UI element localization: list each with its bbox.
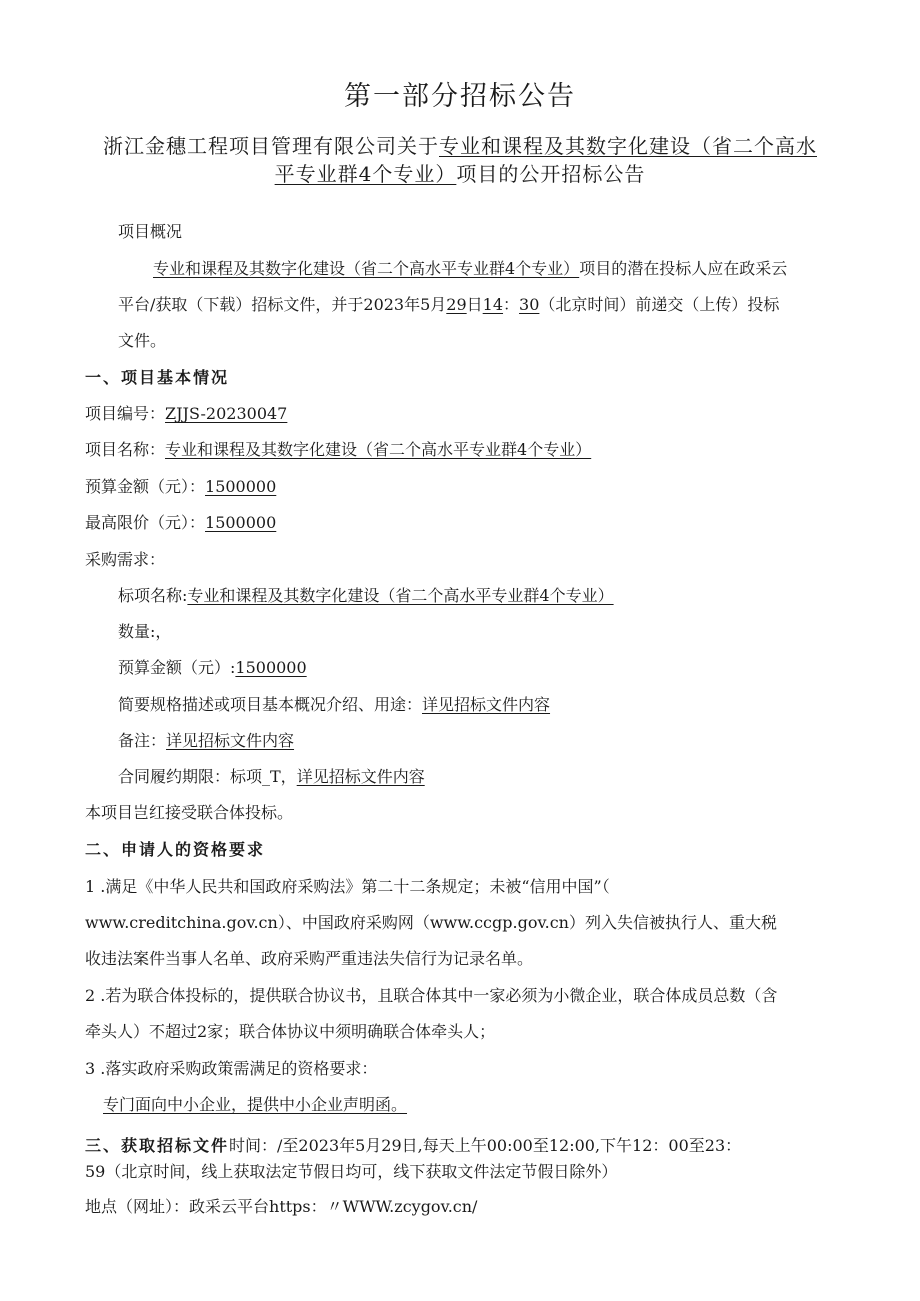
requirement-1-line3: 收违法案件当事人名单、政府采购严重违法失信行为记录名单。 [85, 949, 534, 968]
procurement-label: 采购需求： [85, 550, 166, 569]
section2-heading: 二、申请人的资格要求 [85, 840, 266, 859]
section1-heading: 一、项目基本情况 [85, 368, 230, 387]
spec-row: 简要规格描述或项目基本概况介绍、用途：详见招标文件内容 [118, 695, 551, 714]
quantity-row: 数量:， [118, 622, 172, 641]
consortium-note: 本项目岂红接受联合体投标。 [85, 803, 294, 822]
section3-time-line1: 三、获取招标文件时间：/至2023年5月29日,每天上午00:00至12:00,下午12：00至23： [85, 1136, 742, 1155]
contract-value: 详见招标文件内容 [296, 767, 425, 786]
project-title-part1: 专业和课程及其数字化建设（省二个高水 [439, 134, 817, 158]
spec-value: 详见招标文件内容 [422, 695, 551, 714]
remark-value: 详见招标文件内容 [166, 731, 295, 750]
overview-project-name: 专业和课程及其数字化建设（省二个高水平专业群4个专业） [153, 259, 580, 278]
project-number-row: 项目编号：ZJJS-20230047 [85, 404, 288, 423]
overview-line1: 专业和课程及其数字化建设（省二个高水平专业群4个专业）项目的潜在投标人应在政采云 [153, 259, 788, 278]
project-number: ZJJS-20230047 [165, 404, 288, 423]
announcement-title-line2 [0, 158, 920, 187]
lot-budget: 1500000 [235, 658, 307, 677]
requirement-1-line1: 1 .满足《中华人民共和国政府采购法》第二十二条规定；未被“信用中国”（ [85, 877, 610, 896]
requirement-2-line2: 牵头人）不超过2家；联合体协议中须明确联合体牵头人； [85, 1022, 496, 1041]
location-row: 地点（网址）：政采云平台https：〃WWW.zcygov.cn/ [85, 1197, 478, 1216]
overview-line3: 文件。 [118, 331, 167, 350]
project-title-part2: 平专业群4个专业） [274, 162, 457, 186]
project-name: 专业和课程及其数字化建设（省二个高水平专业群4个专业） [165, 440, 592, 459]
remark-row: 备注：详见招标文件内容 [118, 731, 295, 750]
max-price-amount: 1500000 [205, 513, 277, 532]
section3-heading: 三、获取招标文件 [85, 1136, 230, 1155]
location-url[interactable]: https：〃WWW.zcygov.cn/ [269, 1197, 478, 1216]
lot-budget-row: 预算金额（元）:1500000 [118, 658, 307, 677]
project-name-row: 项目名称：专业和课程及其数字化建设（省二个高水平专业群4个专业） [85, 440, 592, 459]
deadline-hour: 14 [482, 295, 504, 314]
announcement-title-line1 [0, 130, 920, 159]
lot-name: 专业和课程及其数字化建设（省二个高水平专业群4个专业） [187, 586, 614, 605]
budget-amount: 1500000 [205, 477, 277, 496]
overview-heading: 项目概况 [118, 222, 183, 241]
section3-time-line2: 59（北京时间，线上获取法定节假日均可，线下获取文件法定节假日除外） [85, 1162, 618, 1181]
overview-line2: 平台/获取（下载）招标文件，并于2023年5月29日14：30（北京时间）前递交（上传）投标 [118, 295, 780, 314]
agency-name: 浙江金穗工程项目管理有限公司关于 [103, 134, 439, 158]
requirement-3-detail: 专门面向中小企业，提供中小企业声明函。 [103, 1095, 408, 1114]
announcement-suffix: 项目的公开招标公告 [456, 162, 646, 186]
requirement-1-line2: www.creditchina.gov.cn）、中国政府采购网（www.ccgp.gov.cn）列入失信被执行人、重大税 [85, 913, 777, 932]
deadline-minute: 30 [519, 295, 540, 314]
max-price-row: 最高限价（元）：1500000 [85, 513, 277, 532]
contract-row: 合同履约期限：标项_T，详见招标文件内容 [118, 767, 425, 786]
deadline-day: 29 [446, 295, 467, 314]
lot-name-row: 标项名称:专业和课程及其数字化建设（省二个高水平专业群4个专业） [118, 586, 614, 605]
budget-row: 预算金额（元）：1500000 [85, 477, 277, 496]
requirement-3-line1: 3 .落实政府采购政策需满足的资格要求： [85, 1059, 378, 1078]
requirement-2-line1: 2 .若为联合体投标的，提供联合协议书，且联合体其中一家必须为小微企业，联合体成员总数（含 [85, 986, 778, 1005]
part-title: 第一部分招标公告 [344, 81, 576, 112]
